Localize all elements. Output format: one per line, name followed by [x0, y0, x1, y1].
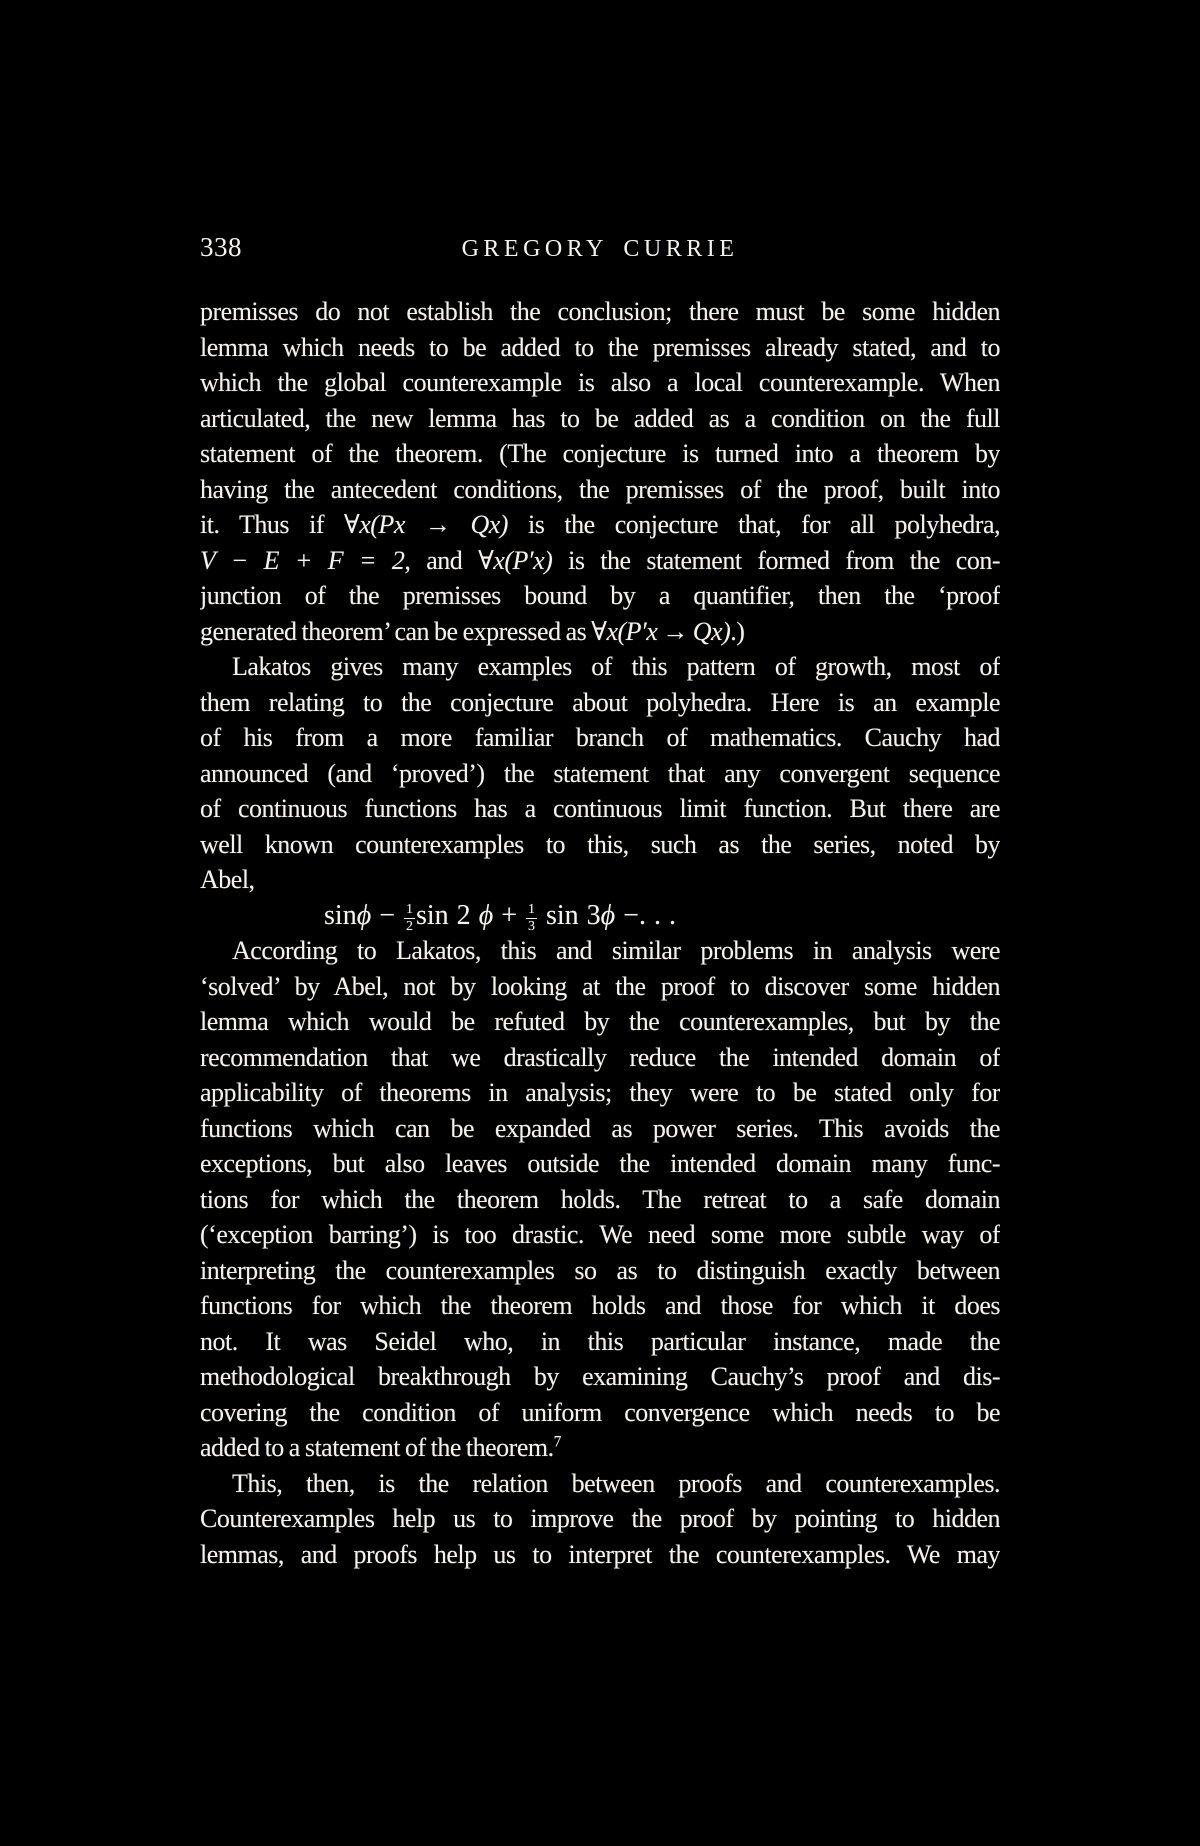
text-line: having the antecedent conditions, the premisses of the proof, built into [200, 474, 1000, 504]
text-line: functions for which the theorem holds and those for which it does [200, 1291, 1000, 1320]
text-line: statement of the theorem. (The conjecture is turned into a theorem by [200, 439, 1000, 468]
page-number: 338 [200, 232, 242, 262]
text-line: lemma which needs to be added to the premisses already stated, and to [200, 332, 1000, 362]
text-line: premisses do not establish the conclusion; there must be some hidden [200, 297, 1000, 326]
text-line: Abel, [200, 865, 255, 894]
text-line: lemmas, and proofs help us to interpret the counterexamples. We may [200, 1539, 1000, 1569]
text-line: interpreting the counterexamples so as to distinguish exactly between [200, 1255, 1000, 1285]
text-line: lemma which would be refuted by the counterexamples, but by the [200, 1007, 1000, 1036]
text-line: ‘solved’ by Abel, not by looking at the proof to discover some hidden [200, 971, 1000, 1001]
text-line: junction of the premisses bound by a quantifier, then the ‘proof [200, 581, 1000, 610]
text-line: functions which can be expanded as power series. This avoids the [200, 1113, 1000, 1143]
text-line: well known counterexamples to this, such as the series, noted by [200, 829, 1000, 859]
stacked-fraction: $\frac{1}{2}$ [406, 902, 413, 933]
text-line: which the global counterexample is also a local counterexample. When [200, 368, 1000, 397]
formula-line: sinϕ − $\frac{1}{2}$ sin 2 ϕ + $\frac{1}{3}$ sin 3ϕ −. . . [324, 899, 676, 933]
text-line: articulated, the new lemma has to be added as a condition on the full [200, 403, 1000, 433]
text-line: generated theorem’ can be expressed as ∀x(P′x → Qx).) [200, 616, 745, 646]
text-line: recommendation that we drastically reduce the intended domain of [200, 1042, 1000, 1072]
text-line: (‘exception barring’) is too drastic. We need some more subtle way of [200, 1220, 1000, 1249]
text-line: not. It was Seidel who, in this particular instance, made the [200, 1326, 1000, 1356]
text-line: added to a statement of the theorem.$^7$ [200, 1433, 561, 1462]
text-line: announced (and ‘proved’) the statement that any convergent sequence [200, 758, 1000, 788]
text-line: V − E + F = 2, and ∀x(P′x) is the statement formed from the con- [200, 545, 1000, 575]
text-line: covering the condition of uniform convergence which needs to be [200, 1397, 1000, 1427]
text-line: it. Thus if ∀x(Px → Qx) is the conjecture that, for all polyhedra, [200, 510, 1000, 539]
text-line: of continuous functions has a continuous limit function. But there are [200, 794, 1000, 823]
text-line: applicability of theorems in analysis; they were to be stated only for [200, 1078, 1000, 1107]
text-line: methodological breakthrough by examining Cauchy’s proof and dis- [200, 1362, 1000, 1391]
text-line: Counterexamples help us to improve the proof by pointing to hidden [200, 1504, 1000, 1533]
text-line: tions for which the theorem holds. The retreat to a safe domain [200, 1184, 1000, 1214]
text-line: This, then, is the relation between proofs and counterexamples. [232, 1468, 1000, 1498]
text-line: exceptions, but also leaves outside the intended domain many func- [200, 1149, 1000, 1178]
text-line: them relating to the conjecture about polyhedra. Here is an example [200, 687, 1000, 717]
stacked-fraction: $\frac{1}{3}$ [527, 902, 535, 933]
text-line: Lakatos gives many examples of this pattern of growth, most of [232, 652, 1000, 681]
text-line: of his from a more familiar branch of mathematics. Cauchy had [200, 723, 1000, 752]
text-line: According to Lakatos, this and similar problems in analysis were [232, 936, 1000, 965]
running-head: GREGORY CURRIE [461, 236, 739, 262]
body-text [200, 294, 1000, 1572]
